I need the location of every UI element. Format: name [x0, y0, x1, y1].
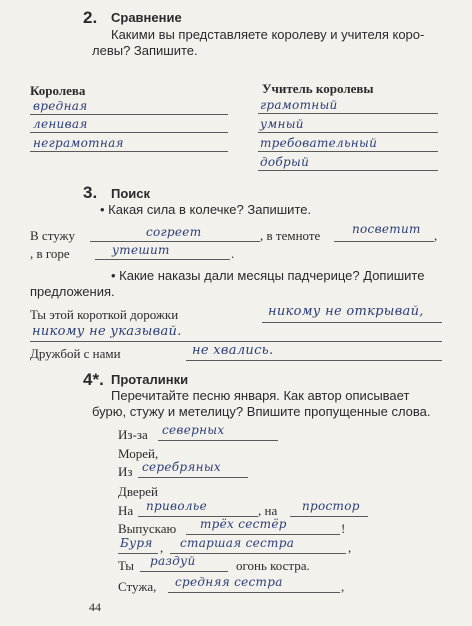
ring-power-answer: согреет [146, 225, 202, 239]
order-answer: никому не открывай, [268, 304, 424, 319]
answer-line [290, 516, 368, 517]
answer-line [262, 322, 442, 323]
poem-line3-prefix: Из [118, 464, 133, 479]
poem-answer: Буря [120, 536, 153, 550]
sentence1-prefix: Ты этой короткой дорожки [30, 307, 179, 322]
teacher-answer: грамотный [260, 98, 338, 112]
poem-line8-suffix: огонь костра. [236, 558, 310, 573]
poem-line6-prefix: Выпускаю [118, 521, 177, 536]
answer-line [258, 170, 438, 171]
section-2-title: Сравнение [111, 10, 182, 25]
comma: , [434, 228, 438, 243]
section-3-title: Поиск [111, 186, 151, 201]
answer-line [90, 241, 260, 242]
section-3-number: 3. [83, 183, 98, 202]
poem-line8-prefix: Ты [118, 558, 135, 573]
answer-line [186, 534, 340, 535]
poem-line7-mid: , [160, 540, 164, 555]
answer-line [258, 113, 438, 114]
poem-line9-end: , [341, 579, 345, 594]
poem-line1-prefix: Из-за [118, 427, 148, 442]
teacher-answer: требовательный [260, 136, 378, 150]
section-2-task-line1: Какими вы представляете королеву и учителя коро- [111, 27, 425, 42]
answer-line [334, 241, 434, 242]
answer-line [30, 114, 228, 115]
poem-answer: раздуй [150, 554, 196, 568]
queen-column-header: Королева [30, 83, 86, 98]
sentence2-prefix: Дружбой с нами [30, 346, 121, 361]
queen-answer: вредная [33, 99, 88, 113]
section-3-bullet2-line1: • Какие наказы дали месяцы падчерице? Допишите [111, 268, 425, 283]
answer-line [168, 592, 340, 593]
ring-power-answer: утешит [112, 243, 170, 257]
grief-label: , в горе [30, 246, 70, 261]
section-4-title: Проталинки [111, 372, 189, 387]
answer-line [158, 440, 278, 441]
section-2-task-line2: левы? Запишите. [92, 43, 198, 58]
answer-line [30, 132, 228, 133]
cold-label: В стужу [30, 228, 76, 243]
poem-answer: средняя сестра [175, 575, 283, 589]
poem-line5-mid: , на [258, 503, 278, 518]
section-4-task-line2: бурю, стужу и метелицу? Впишите пропущенные слова. [92, 404, 431, 419]
answer-line [258, 151, 438, 152]
poem-answer: приволье [146, 499, 208, 513]
section-4-number: 4*. [83, 370, 104, 389]
teacher-answer: умный [260, 117, 304, 131]
order-answer: никому не указывай. [32, 324, 182, 339]
queen-answer: неграмотная [33, 136, 124, 150]
poem-line6-end: ! [341, 521, 346, 536]
answer-line [140, 571, 228, 572]
answer-line [30, 341, 442, 342]
poem-line5-prefix: На [118, 503, 134, 518]
section-4-task-line1: Перечитайте песню января. Как автор описывает [111, 388, 410, 403]
dark-label: , в темноте [260, 228, 321, 243]
poem-answer: старшая сестра [180, 536, 295, 550]
poem-line2: Морей, [118, 446, 159, 461]
answer-line [30, 151, 228, 152]
answer-line [170, 553, 346, 554]
period: . [231, 246, 235, 261]
teacher-column-header: Учитель королевы [262, 81, 374, 96]
poem-line4: Дверей [118, 484, 158, 499]
poem-line9-prefix: Стужа, [118, 579, 157, 594]
ring-power-answer: посветит [352, 222, 421, 236]
section-3-bullet1: • Какая сила в колечке? Запишите. [100, 202, 312, 217]
poem-answer: серебряных [142, 460, 222, 474]
poem-line7-end: , [348, 540, 352, 555]
answer-line [138, 477, 248, 478]
answer-line [186, 360, 442, 361]
teacher-answer: добрый [260, 155, 310, 169]
answer-line [258, 132, 438, 133]
poem-answer: трёх сестёр [200, 517, 287, 531]
page-number: 44 [89, 600, 101, 614]
queen-answer: ленивая [33, 117, 88, 131]
order-answer: не хвались. [192, 343, 274, 358]
section-2-number: 2. [83, 8, 98, 27]
poem-answer: простор [302, 499, 360, 513]
answer-line [95, 259, 230, 260]
poem-answer: северных [162, 423, 225, 437]
section-3-bullet2-line2: предложения. [30, 284, 115, 299]
